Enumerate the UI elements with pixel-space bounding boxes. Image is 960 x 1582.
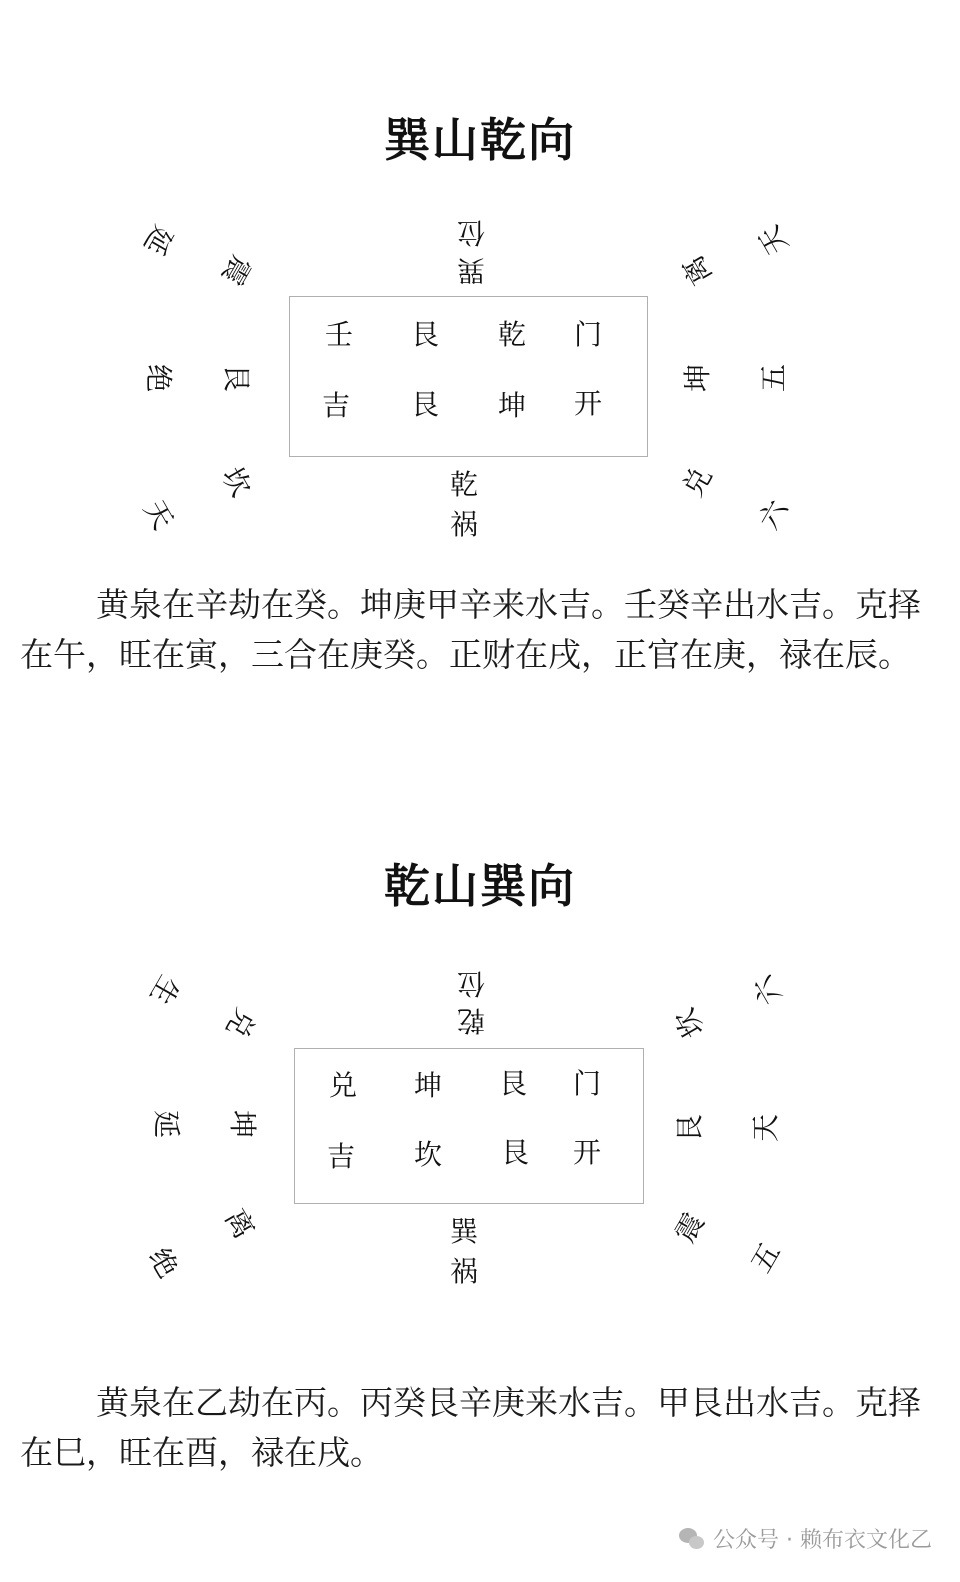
s2-right-outer-1: 六: [746, 969, 789, 1011]
s1-top-label-1: 巽: [457, 254, 486, 287]
s2-grid-r2-c1: 吉: [326, 1140, 355, 1173]
s2-top-label-2: 位: [457, 967, 486, 1000]
s2-grid-r1-c3: 艮: [498, 1067, 527, 1100]
s2-bottom-label-1: 巽: [449, 1215, 478, 1248]
s1-left-outer-2: 绝: [142, 363, 175, 392]
s1-right-inner-2: 坤: [681, 364, 714, 393]
s1-grid-r1-c3: 乾: [497, 318, 526, 351]
s2-left-inner-2: 坤: [226, 1109, 259, 1138]
s2-right-outer-2: 天: [749, 1114, 782, 1143]
s2-right-inner-2: 艮: [673, 1114, 706, 1143]
s2-grid-r2-c4: 开: [572, 1136, 601, 1169]
s1-grid-r2-c2: 艮: [410, 388, 439, 421]
s2-right-inner-1: 坎: [668, 1002, 711, 1044]
s1-right-outer-3: 六: [752, 494, 795, 536]
s1-grid-r2-c4: 开: [573, 387, 602, 420]
section-2-title: 乾山巽向: [384, 859, 576, 913]
s2-grid-r1-c4: 门: [572, 1067, 601, 1100]
s1-left-outer-1: 延: [137, 219, 180, 261]
watermark: [679, 1523, 932, 1554]
s1-left-inner-3: 坎: [215, 461, 258, 503]
s2-grid-r1-c2: 坤: [413, 1069, 442, 1102]
s2-grid-r1-c1: 兑: [328, 1069, 357, 1102]
watermark-text: 公众号 · 赖布衣文化乙: [713, 1528, 932, 1553]
s2-bottom-label-2: 祸: [449, 1255, 478, 1288]
s1-grid-r2-c1: 吉: [321, 389, 350, 422]
s1-right-inner-3: 兑: [676, 461, 719, 503]
s1-grid-r1-c2: 艮: [410, 318, 439, 351]
s1-bottom-label-2: 祸: [449, 508, 478, 541]
s2-grid-r2-c3: 艮: [500, 1136, 529, 1169]
s1-paragraph: 黄泉在辛劫在癸。坤庚甲辛来水吉。壬癸辛出水吉。克择在午，旺在寅，三合在庚癸。正财在戌，正官在庚，禄在辰。: [20, 585, 921, 674]
s1-left-inner-1: 震: [215, 249, 258, 291]
s1-grid-r1-c1: 壬: [324, 318, 353, 351]
s2-left-outer-1: 生: [143, 969, 186, 1011]
s1-right-outer-2: 五: [757, 364, 790, 393]
s1-left-inner-2: 艮: [220, 363, 253, 392]
s2-grid-r2-c2: 坎: [413, 1138, 442, 1171]
s2-paragraph: 黄泉在乙劫在丙。丙癸艮辛庚来水吉。甲艮出水吉。克择在巳，旺在酉，禄在戌。: [20, 1383, 921, 1472]
s1-right-inner-1: 离: [676, 249, 719, 291]
s1-grid-r1-c4: 门: [573, 318, 602, 351]
s2-right-outer-3: 五: [744, 1237, 787, 1279]
section-1-title: 巽山乾向: [384, 113, 576, 167]
s2-top-label-1: 乾: [457, 1004, 486, 1037]
s1-top-label-2: 位: [457, 216, 486, 249]
s2-left-outer-3: 绝: [142, 1242, 185, 1284]
s1-left-outer-3: 天: [137, 494, 180, 536]
wechat-icon: [679, 1528, 705, 1550]
s1-bottom-label-1: 乾: [449, 468, 478, 501]
s1-right-outer-1: 天: [752, 219, 795, 261]
s1-grid-r2-c3: 坤: [497, 389, 526, 422]
s2-left-inner-3: 离: [218, 1203, 261, 1245]
s2-left-inner-1: 兑: [219, 1002, 262, 1044]
s2-left-outer-2: 延: [150, 1109, 183, 1138]
s2-right-inner-3: 震: [668, 1207, 711, 1249]
